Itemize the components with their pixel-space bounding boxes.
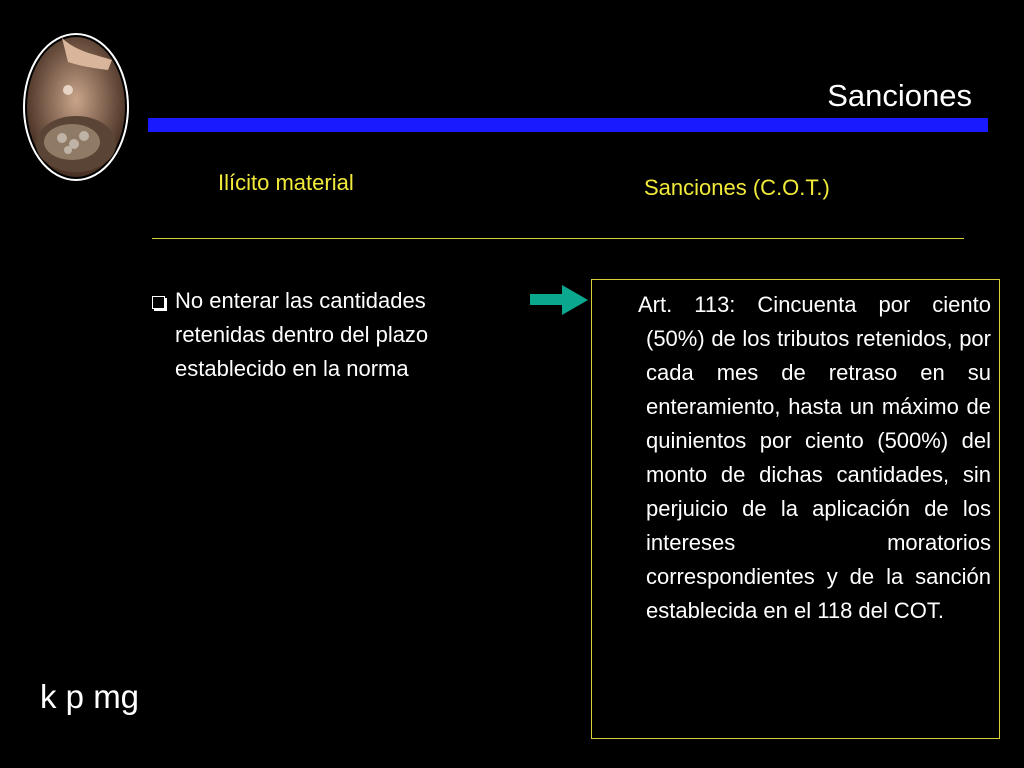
list-item bbox=[152, 284, 522, 386]
footer-initials: k p mg bbox=[40, 678, 140, 715]
square-bullet-icon bbox=[152, 296, 165, 309]
slide-title: Sanciones bbox=[827, 78, 972, 113]
bullet-text: No enterar las cantidades retenidas dentro del plazo establecido en la norma bbox=[175, 288, 429, 381]
right-column-heading: Sanciones (C.O.T.) bbox=[644, 175, 830, 200]
left-column-heading: Ilícito material bbox=[218, 170, 354, 195]
piggy-bank-logo bbox=[22, 32, 130, 182]
article-box bbox=[591, 279, 1000, 739]
article-text: Art. 113: Cincuenta por ciento (50%) de los tributos retenidos, por cada mes de retraso en su enteramiento, hasta un máximo de quinientos por ciento (500%) del monto de dichas cantidades, sin perjuicio de la aplicación de los intereses moratorios correspondientes y de la sanción establecida en el 118 del COT. bbox=[638, 292, 991, 623]
title-underline-bar bbox=[148, 118, 988, 132]
right-arrow-icon bbox=[528, 283, 590, 317]
heading-divider bbox=[152, 238, 964, 239]
